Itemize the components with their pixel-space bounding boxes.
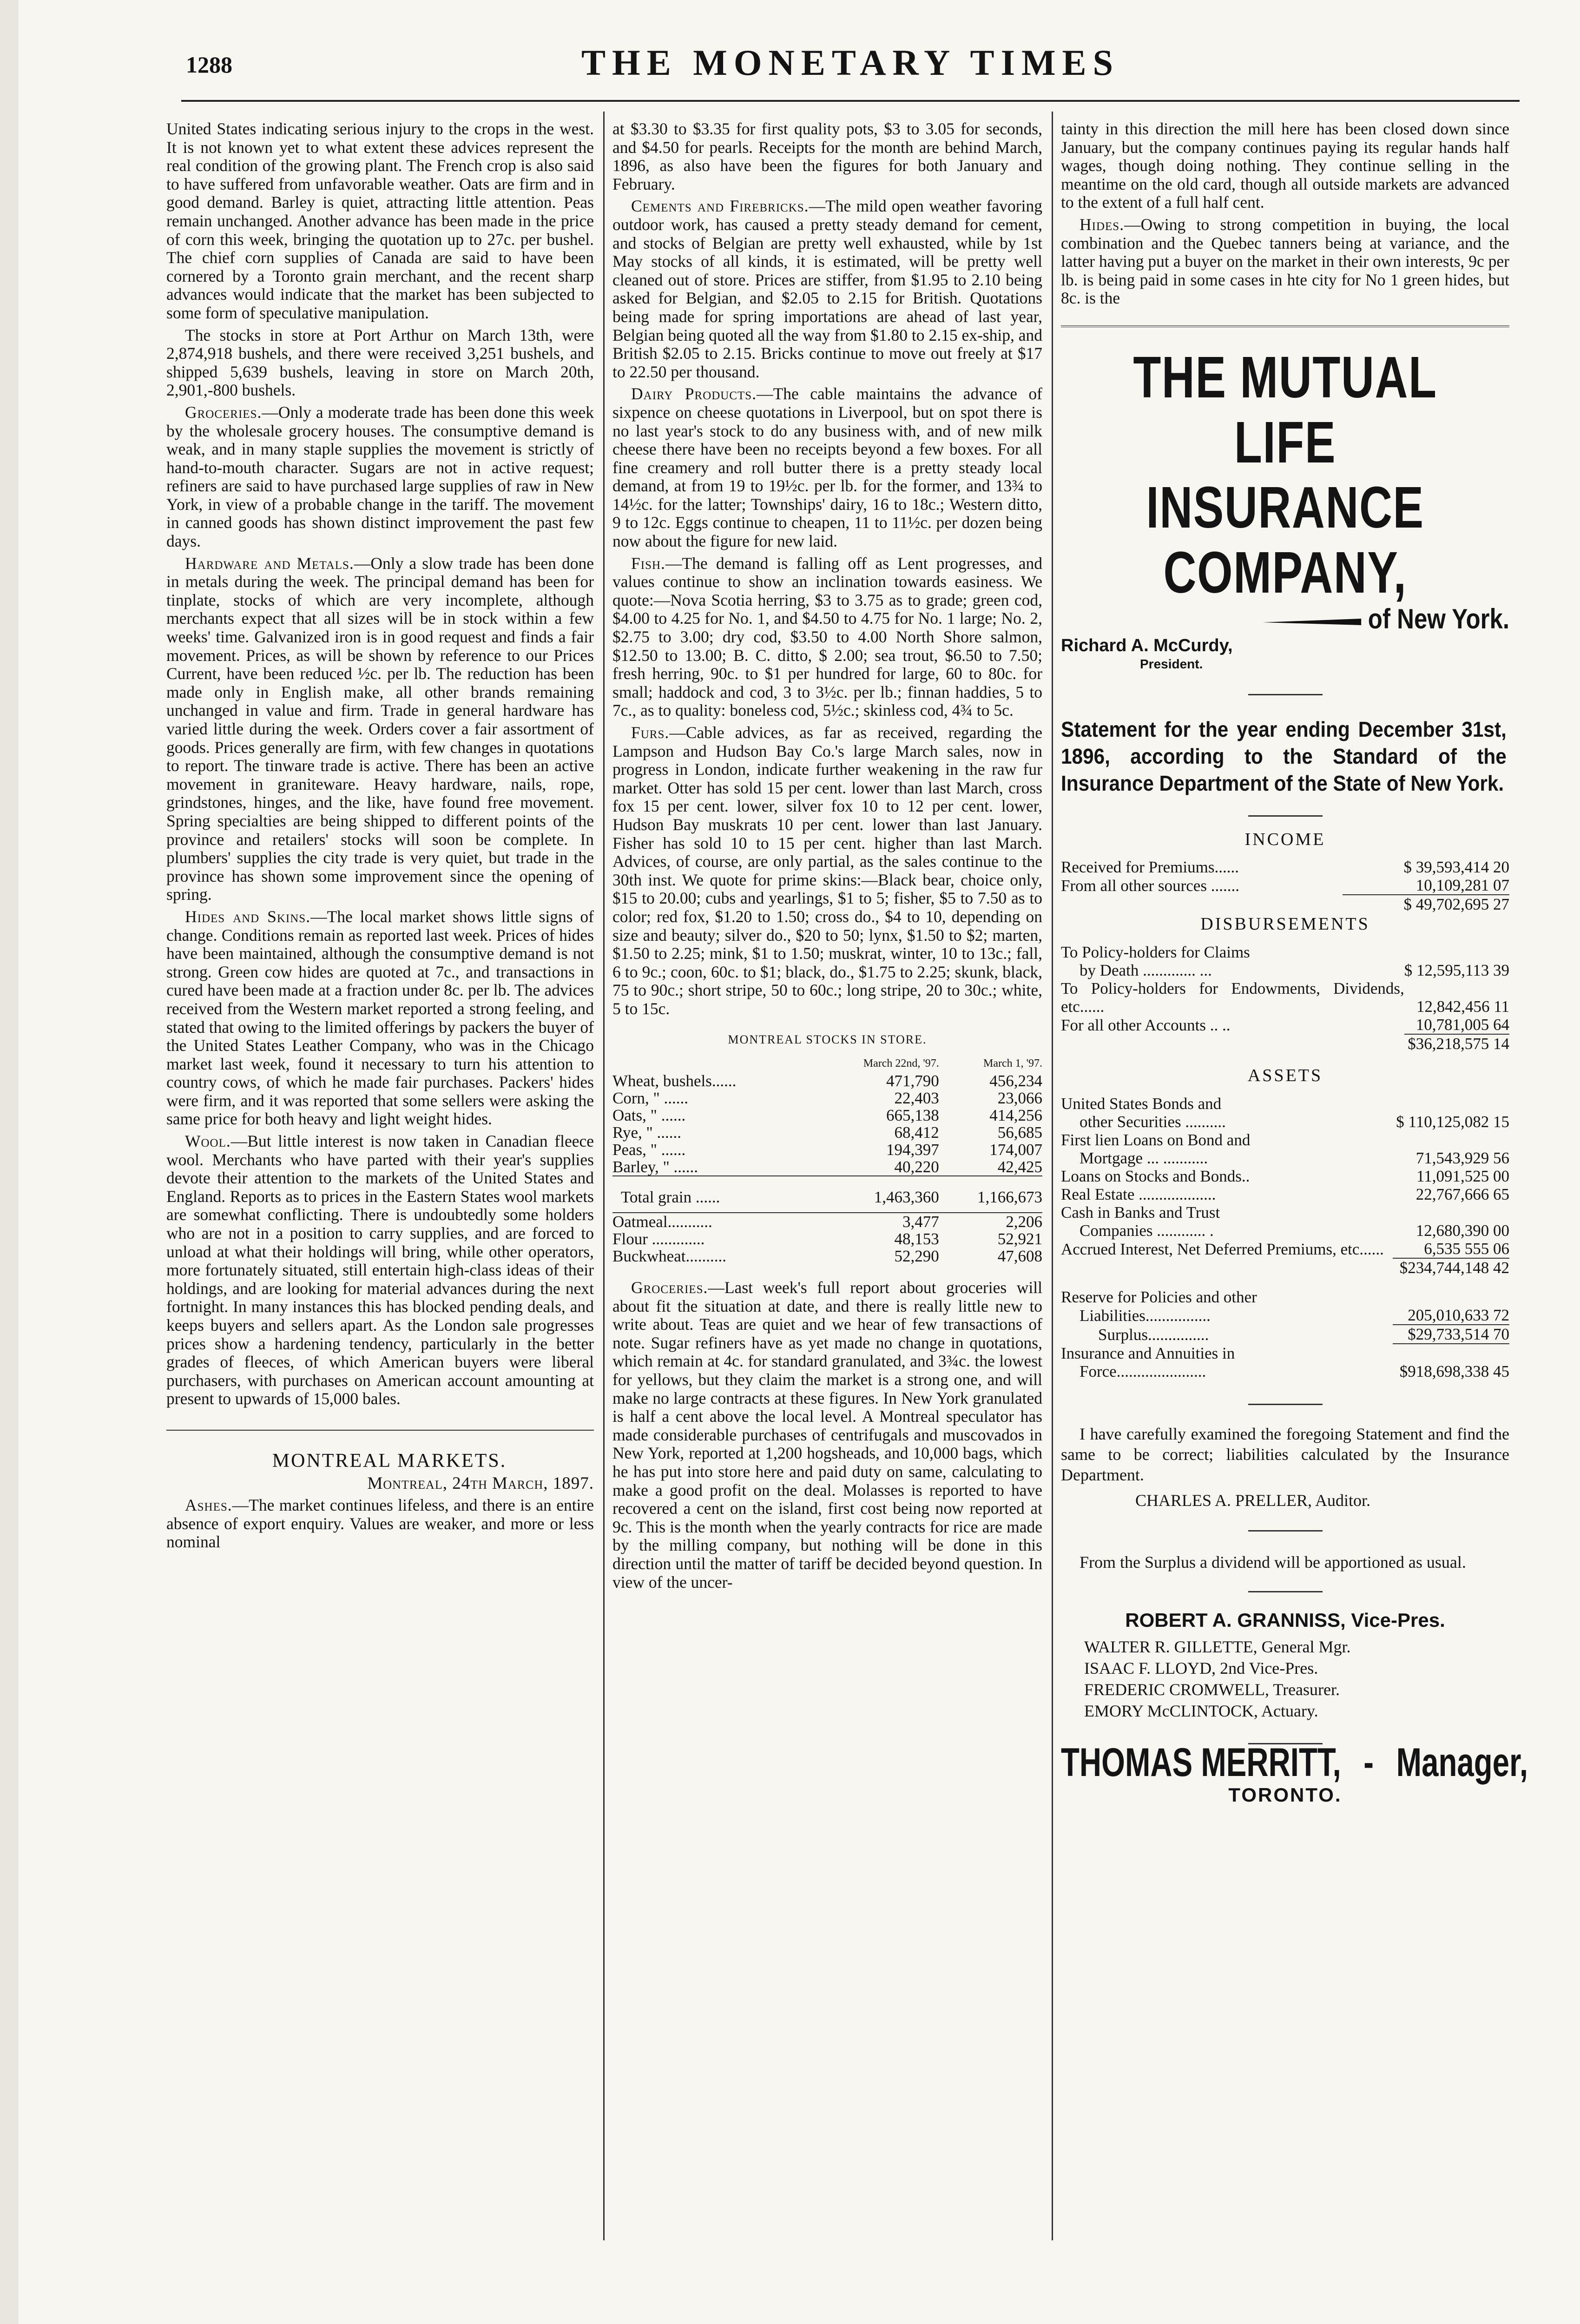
officer: FREDERIC CROMWELL, Treasurer.: [1084, 1680, 1340, 1699]
ad-subtitle: [1128, 603, 1509, 634]
divider: [1248, 694, 1323, 695]
cell: 1,166,673: [939, 1176, 1042, 1213]
section-text: —Only a slow trade has been done in metals during the week. The principal demand has been for tinplate, stocks of which are very incomplete, although merchants expect that all sizes will be in stock within a few weeks' time. Galvanized iron is in good request and finds a fair movement. Prices, as will be shown by reference to our Prices Current, have been reduced ½c. per lb. The reduction has been made only in English make, all other brands remaining unchanged in value and firm. Trade in general hardware has varied little during the week. Orders cover a fair assortment of goods. Prices generally are firm, with few changes in quotations to report. The tinware trade is active. There has been an active movement in graniteware. Heavy hardware, nails, rope, grindstones, hinges, and the like, have found free movement. Spring specialties are being shipped to different points of the province and retailers' stocks will soon be complete. In plumbers' supplies the city trade is very quiet, but trade in the province has shown some improvement since the opening of spring.: [166, 554, 594, 904]
row-label: other Securities ..........: [1080, 1112, 1226, 1131]
officer: EMORY McCLINTOCK, Actuary.: [1084, 1701, 1318, 1720]
table-row: [1061, 1167, 1509, 1185]
cell: 174,007: [989, 1141, 1042, 1159]
cell: 1,463,360: [819, 1176, 939, 1213]
cell: 471,790: [886, 1072, 939, 1090]
table-row: [1061, 1113, 1509, 1131]
table-row: [612, 1213, 1042, 1230]
row-label: From all other sources .......: [1061, 877, 1239, 895]
stocks-table: [612, 1055, 1042, 1265]
ad-subtitle-text: of New York.: [1368, 603, 1509, 634]
manager-name: THOMAS MERRITT,: [1061, 1740, 1341, 1785]
section-text: —Cable advices, as far as received, regarding the Lampson and Hudson Bay Co.'s large March sales, now in progress in London, indicate further weakening in the raw fur market. Otter has sold 15 per cent. lower than last March, cross fox 15 per cent. lower, silver fox 10 to 12 per cent. lower, Hudson Bay muskrats 10 per cent. lower than last January. Fisher has sold 10 to 15 per cent. higher than last March. Advices, of course, are only partial, as the sales continue to the 30th inst. We quote for prime skins:—Black bear, choice only, $15 to 20.00; cubs and yearlings, $1 to 5; fisher, $5 to 7.50 as to color; red fox, $1.20 to 1.50; cross do., $4 to 10, depending on size and beauty; silver do., $20 to 50; lynx, $1.50 to $2; marten, $1.50 to 2.25; mink, $1 to 1.50; muskrat, winter, 10 to 13c.; fall, 6 to 9c.; coon, 60c. to $1; black, do., $1.75 to 2.25; skunk, black, 75 to 90c.; short stripe, 50 to 60c.; long stripe, 20 to 30c.; white, 5 to 15c.: [612, 723, 1042, 1018]
paragraph: The stocks in store at Port Arthur on March 13th, were 2,874,918 bushels, and there were received 3,251 bushels, and shipped 5,639 bushels, leaving in store on March 20th, 2,901,-800 bushels.: [166, 325, 594, 400]
total-amount: $ 49,702,695 27: [1403, 895, 1509, 914]
table-header-row: [612, 1055, 1042, 1072]
row-label: To Policy-holders for Claims: [1061, 943, 1250, 961]
row-label: To Policy-holders for Endowments, Dividends, etc......: [1061, 979, 1404, 1016]
auditor-certification: I have carefully examined the foregoing Statement and find the same to be correct; liabilities calculated by the Insurance Department.: [1061, 1424, 1509, 1484]
table-row: [1061, 1149, 1509, 1167]
total-amount: $36,218,575 14: [1408, 1034, 1509, 1053]
paragraph: United States indicating serious injury to the crops in the west. It is not known yet to what extent these advices represent the real condition of the growing plant. The French crop is also said to have suffered from unfavorable weather. Oats are firm and in good demand. Barley is quiet, attracting little attention. Peas remain unchanged. Another advance has been made in the price of corn this week, bringing the quotation up to 27c. per bushel. The chief corn supplies of Canada are said to have been cornered by a Toronto grain merchant, and the recent sharp advances would indicate that the market has been subjected to some form of speculative manipulation.: [166, 119, 594, 322]
table-row: [1061, 858, 1509, 876]
cell: 456,234: [989, 1072, 1042, 1090]
cell: 40,220: [894, 1158, 939, 1176]
divider: [1248, 815, 1323, 817]
auditor-signature: CHARLES A. PRELLER, Auditor.: [1135, 1491, 1371, 1510]
table-row: [1061, 1185, 1509, 1203]
section-text: —Last week's full report about groceries will about fit the situation at date, and there is really little new to write about. Teas are quiet and we hear of few transactions of note. Sugar refiners have as yet made no change in quotations, which remain at 4c. for standard granulated, and 3¾c. the lowest for yellows, but they claim the market is a strong one, and will make no large contracts at these figures. In New York granulated is half a cent above the local level. A Montreal speculator has made considerable purchases of centrifugals and muscovados in New York, reported at 1,200 hogsheads, and 10,000 bags, which he has put into store here and paid duty on same, calculating to make a good profit on the deal. Molasses is reported to have recovered a cent on the island, first cost being now reported at 9c. This is the month when the yearly contracts for rice are made by the milling company, but nothing will be done in this direction until the matter of tariff be decided beyond question. In view of the uncer-: [612, 1278, 1042, 1591]
row-label: by Death ............. ...: [1080, 961, 1212, 979]
row-label: Total grain ......: [612, 1176, 819, 1213]
section-text: —Only a moderate trade has been done this week by the wholesale grocery houses. The consumptive demand is weak, and in many staple supplies the movement is strictly of hand-to-mouth character. Sugars are not in active request; refiners are said to have purchased large supplies of raw in New York, in view of a probable change in the tariff. The movement in canned goods has shown distinct improvement the past few days.: [166, 403, 594, 551]
income-heading: INCOME: [1244, 829, 1326, 849]
row-label: Surplus...............: [1098, 1325, 1209, 1344]
table-total-row: [1061, 1258, 1509, 1277]
paragraph-fish: [612, 555, 1042, 720]
cell: 2,206: [939, 1213, 1042, 1230]
row-label: Flour .............: [612, 1230, 705, 1248]
section-heading: MONTREAL MARKETS.: [272, 1450, 507, 1472]
table-row: [1061, 943, 1509, 961]
section-label: Dairy Products.: [631, 384, 757, 403]
city: TORONTO.: [1228, 1784, 1342, 1806]
page-header: [186, 42, 1515, 93]
cell: 22,403: [894, 1089, 939, 1108]
insurance-advertisement: [1061, 325, 1528, 1806]
table-row: [612, 1107, 1042, 1124]
row-label: Oatmeal...........: [612, 1213, 819, 1230]
table-row: [1061, 961, 1509, 979]
amount: $ 12,595,113 39: [1404, 961, 1509, 979]
manager-line: [1061, 1740, 1528, 1785]
masthead: THE MONETARY TIMES: [581, 42, 1119, 83]
officer: WALTER R. GILLETTE, General Mgr.: [1084, 1637, 1351, 1656]
amount: 22,767,666 65: [1415, 1185, 1509, 1203]
officer: ISAAC F. LLOYD, 2nd Vice-Pres.: [1084, 1658, 1318, 1677]
section-text: —The market continues lifeless, and there is an entire absence of export enquiry. Values are weaker, and more or less nominal: [166, 1496, 594, 1552]
table-row: [1061, 1240, 1509, 1258]
dividend-note: From the Surplus a dividend will be apportioned as usual.: [1080, 1553, 1466, 1572]
section-text: —The cable maintains the advance of sixpence on cheese quotations in Liverpool, but on spot there is no last year's stock to do any business with, and of new milk cheese there have been no receipts beyond a few boxes. For all fine creamery and roll butter there is a pretty steady local demand, at from 19 to 19½c. per lb. for the former, and 13¾ to 14½c. for the latter; Townships' dairy, 16 to 18c.; Western ditto, 9 to 12c. Eggs continue to cheapen, 11 to 11½c. per dozen being now about the figure for new laid.: [612, 384, 1042, 551]
table-row: [1061, 876, 1509, 895]
amount: 71,543,929 56: [1415, 1149, 1509, 1167]
table-row: [612, 1072, 1042, 1089]
section-text: —The local market shows little signs of change. Conditions remain as reported last week. Prices of hides have been maintained, although the consumptive demand is not strong. Green cow hides are quoted at 7c., and transactions in cured have been made at a fraction under 8c. per lb. The advices received from the Western market reported a strong feeling, and stated that owing to the limited offerings by packers the buyer of the United States Leather Company, who was in the Chicago market last week, found it necessary to turn his attention to country cows, of which he made fair purchases. Packers' hides were firm, and it was reported that some sellers were asking the same price for both heavy and light weight hides.: [166, 907, 594, 1129]
column-divider: [603, 112, 605, 2240]
montreal-markets-section: [166, 1430, 594, 1552]
paragraph: tainty in this direction the mill here has been closed down since January, but the company continues paying its regular hands half wages, though doing nothing. They continue selling in the meantime on the old card, though all outside markets are advanced to the extent of a full half cent.: [1061, 119, 1509, 212]
table-row: [612, 1089, 1042, 1107]
paragraph-groceries: [612, 1279, 1042, 1591]
section-text: —The demand is falling off as Lent progresses, and values continue to show an inclination towards easiness. We quote:—Nova Scotia herring, $3 to 3.75 as to grade; green cod, $4.00 to 4.25 for No. 1, and $4.50 to 4.75 for No. 1 large; No. 2, $2.75 to 3.00; dry cod, $3.50 to 4.00 North Shore salmon, $12.50 to 13.00; B. C. ditto, $ 2.00; sea trout, $6.50 to 7.50; fresh herring, 90c. to $1 per hundred for large, 60 to 80c. for small; haddock and cod, 3 to 3½c. per lb.; finnan haddies, 5 to 7c., as to quality: boneless cod, 5½c.; skinless cod, 4¾ to 5c.: [612, 554, 1042, 720]
section-label: Hardware and Metals.: [185, 554, 354, 573]
assets-heading: ASSETS: [1247, 1065, 1323, 1085]
row-label: Cash in Banks and Trust: [1061, 1203, 1220, 1221]
table-row: [1061, 1221, 1509, 1240]
paragraph-hardware: [166, 555, 594, 904]
amount: 10,781,005 64: [1404, 1016, 1509, 1034]
ad-title-line: COMPANY,: [1163, 539, 1407, 605]
section-label: Wool.: [185, 1132, 231, 1151]
paragraph-cements: [612, 197, 1042, 381]
paragraph-hides: [1061, 216, 1509, 308]
amount: $ 39,593,414 20: [1403, 858, 1509, 877]
section-label: Hides.: [1080, 215, 1125, 234]
section-label: Hides and Skins.: [185, 907, 311, 926]
disbursements-table: [1061, 943, 1509, 1053]
row-label: Reserve for Policies and other: [1061, 1287, 1257, 1306]
table-row: [1061, 1016, 1509, 1034]
amount: $918,698,338 45: [1399, 1362, 1509, 1380]
cell: 3,477: [819, 1213, 939, 1230]
cell: 23,066: [997, 1089, 1042, 1108]
section-label: Furs.: [631, 723, 670, 742]
amount: 12,842,456 11: [1416, 997, 1509, 1016]
cell: 194,397: [886, 1141, 939, 1159]
manager-title: Manager,: [1396, 1740, 1528, 1785]
amount: 10,109,281 07: [1343, 876, 1509, 895]
table-row: [612, 1248, 1042, 1265]
row-label: Mortgage ... ...........: [1080, 1149, 1208, 1167]
table-row: [1061, 1325, 1509, 1344]
paragraph-wool: [166, 1132, 594, 1408]
section-label: Cements and Firebricks.: [631, 197, 809, 216]
section-text: —Owing to strong competition in buying, the local combination and the Quebec tanners being at variance, and the latter having put a buyer on the market in their own interests, 9c per lb. is being paid in some cases in hte city for No 1 green hides, but 8c. is the: [1061, 215, 1509, 308]
paragraph: at $3.30 to $3.35 for first quality pots, $3 to 3.05 for seconds, and $4.50 for pearls. Receipts for the month are behind March, 1896, as also have been the figures for both January and February.: [612, 119, 1042, 193]
section-label: Groceries.: [185, 403, 262, 422]
amount: 11,091,525 00: [1416, 1167, 1509, 1185]
row-label: First lien Loans on Bond and: [1061, 1130, 1251, 1149]
divider: [1248, 1591, 1323, 1592]
ad-title-line: INSURANCE: [1146, 474, 1424, 540]
table-row: [1061, 1131, 1509, 1149]
column-header: March 1, '97.: [983, 1057, 1042, 1070]
stocks-table-title: MONTREAL STOCKS IN STORE.: [728, 1032, 927, 1046]
section-label: Ashes.: [185, 1496, 232, 1515]
row-label: Peas, " ......: [612, 1141, 686, 1159]
row-label: United States Bonds and: [1061, 1094, 1222, 1113]
row-label: Corn, " ......: [612, 1089, 689, 1108]
page-margin: [0, 0, 19, 2324]
income-table: [1061, 858, 1509, 913]
table-row: [1061, 979, 1509, 1016]
cell: 47,608: [997, 1247, 1042, 1266]
page-number: 1288: [186, 52, 232, 78]
wedge-ornament-icon: [1263, 616, 1362, 626]
table-row: [612, 1230, 1042, 1248]
row-label: Oats, " ......: [612, 1106, 686, 1125]
table-row: [1061, 1306, 1509, 1325]
table-row: [612, 1124, 1042, 1141]
table-row: [1061, 1344, 1509, 1362]
cell: 414,256: [989, 1106, 1042, 1125]
row-label: For all other Accounts .. ..: [1061, 1016, 1231, 1034]
paragraph-groceries: [166, 403, 594, 551]
column-divider: [1052, 112, 1053, 2240]
paragraph-hides: [166, 908, 594, 1129]
section-label: Groceries.: [631, 1278, 708, 1297]
amount: 12,680,390 00: [1415, 1221, 1509, 1240]
row-label: Insurance and Annuities in: [1061, 1344, 1235, 1362]
table-row: [1061, 1362, 1509, 1380]
ad-title-line: THE MUTUAL LIFE: [1133, 344, 1437, 475]
paragraph-furs: [612, 724, 1042, 1018]
row-label: Force......................: [1080, 1362, 1206, 1380]
table-row: [612, 1158, 1042, 1176]
cell: 68,412: [894, 1123, 939, 1142]
section-text: —The mild open weather favoring outdoor work, has caused a pretty steady demand for cement, and stocks of Belgian are pretty well exhausted, while by 1st May stocks of all kinds, it is estimated, will be pretty well cleaned out of store. Prices are stiffer, from $1.95 to 2.10 being asked for Belgian, and $2.05 to 2.15 for British. Quotations being made for spring importations are ahead of last year, Belgian being quoted all the way from $1.80 to 2.15 ex-ship, and British $2.05 to 2.15. Bricks continue to move out freely at $17 to 22.50 per thousand.: [612, 197, 1042, 381]
section-text: —But little interest is now taken in Canadian fleece wool. Merchants who have parted with their year's supplies devote their attention to the markets of the United States and England. Reports as to prices in the Eastern States wool markets are somewhat conflicting. There is undoubtedly some holders who are not in a position to carry supplies, and are forced to unload at what their holdings will bring, while other operators, more fortunately situated, still entertain high-class ideas of their holdings, and are looking for material advances during the next fortnight. In many instances this has blocked pending deals, and keeps buyers and sellers apart. As the London sale progresses prices show a hardening tendency, particularly in the better grades of fleeces, of which American buyers were liberal purchasers, with purchases on American account amounting at present to upwards of 15,000 bales.: [166, 1132, 594, 1408]
row-label: Real Estate ...................: [1061, 1185, 1216, 1203]
paragraph-dairy: [612, 385, 1042, 550]
section-label: Fish.: [631, 554, 665, 573]
row-label: Rye, " ......: [612, 1123, 682, 1142]
divider: [1248, 1404, 1323, 1405]
amount: $29,733,514 70: [1393, 1325, 1509, 1344]
row-label: Liabilities................: [1080, 1306, 1211, 1325]
cell: 48,153: [894, 1230, 939, 1248]
president-name: Richard A. McCurdy,: [1061, 635, 1233, 655]
header-rule: [181, 100, 1520, 102]
dateline: Montreal, 24th March, 1897.: [367, 1473, 594, 1493]
table-row: [1061, 1277, 1509, 1306]
table-row: [1061, 1095, 1509, 1113]
cell: 665,138: [886, 1106, 939, 1125]
cell: 56,685: [997, 1123, 1042, 1142]
total-amount: $234,744,148 42: [1399, 1258, 1509, 1277]
column-3: [1061, 119, 1528, 1806]
column-1: [166, 120, 594, 1555]
cell: 52,921: [997, 1230, 1042, 1248]
table-total-row: [612, 1176, 1042, 1213]
amount: 6,535 555 06: [1393, 1240, 1509, 1258]
row-label: Wheat, bushels......: [612, 1072, 737, 1090]
manager-dash: -: [1363, 1740, 1374, 1785]
column-header: March 22nd, '97.: [863, 1057, 939, 1070]
row-label: Accrued Interest, Net Deferred Premiums, etc......: [1061, 1240, 1384, 1258]
disbursements-heading: DISBURSEMENTS: [1200, 914, 1370, 934]
cell: 52,290: [894, 1247, 939, 1266]
table-total-row: [1061, 895, 1509, 913]
statement-heading: Statement for the year ending December 31st, 1896, according to the Standard of the Insurance Department of the State of New York.: [1061, 717, 1507, 795]
officers-list: [1061, 1636, 1509, 1722]
president-title: President.: [1140, 657, 1203, 672]
table-row: [1061, 1203, 1509, 1221]
row-label: Loans on Stocks and Bonds..: [1061, 1167, 1250, 1185]
row-label: Buckwheat..........: [612, 1247, 726, 1266]
cell: 42,425: [997, 1158, 1042, 1176]
row-label: Barley, " ......: [612, 1158, 698, 1176]
divider: [1248, 1530, 1323, 1532]
row-label: Companies ............ .: [1080, 1221, 1214, 1240]
table-total-row: [1061, 1034, 1509, 1053]
assets-table: [1061, 1095, 1509, 1380]
column-2: [612, 120, 1042, 1595]
vice-president: ROBERT A. GRANNISS, Vice-Pres.: [1125, 1609, 1445, 1631]
amount: 205,010,633 72: [1393, 1306, 1509, 1325]
row-label: Received for Premiums......: [1061, 858, 1239, 877]
paragraph-ashes: [166, 1496, 594, 1552]
table-row: [612, 1141, 1042, 1158]
amount: $ 110,125,082 15: [1396, 1112, 1509, 1131]
